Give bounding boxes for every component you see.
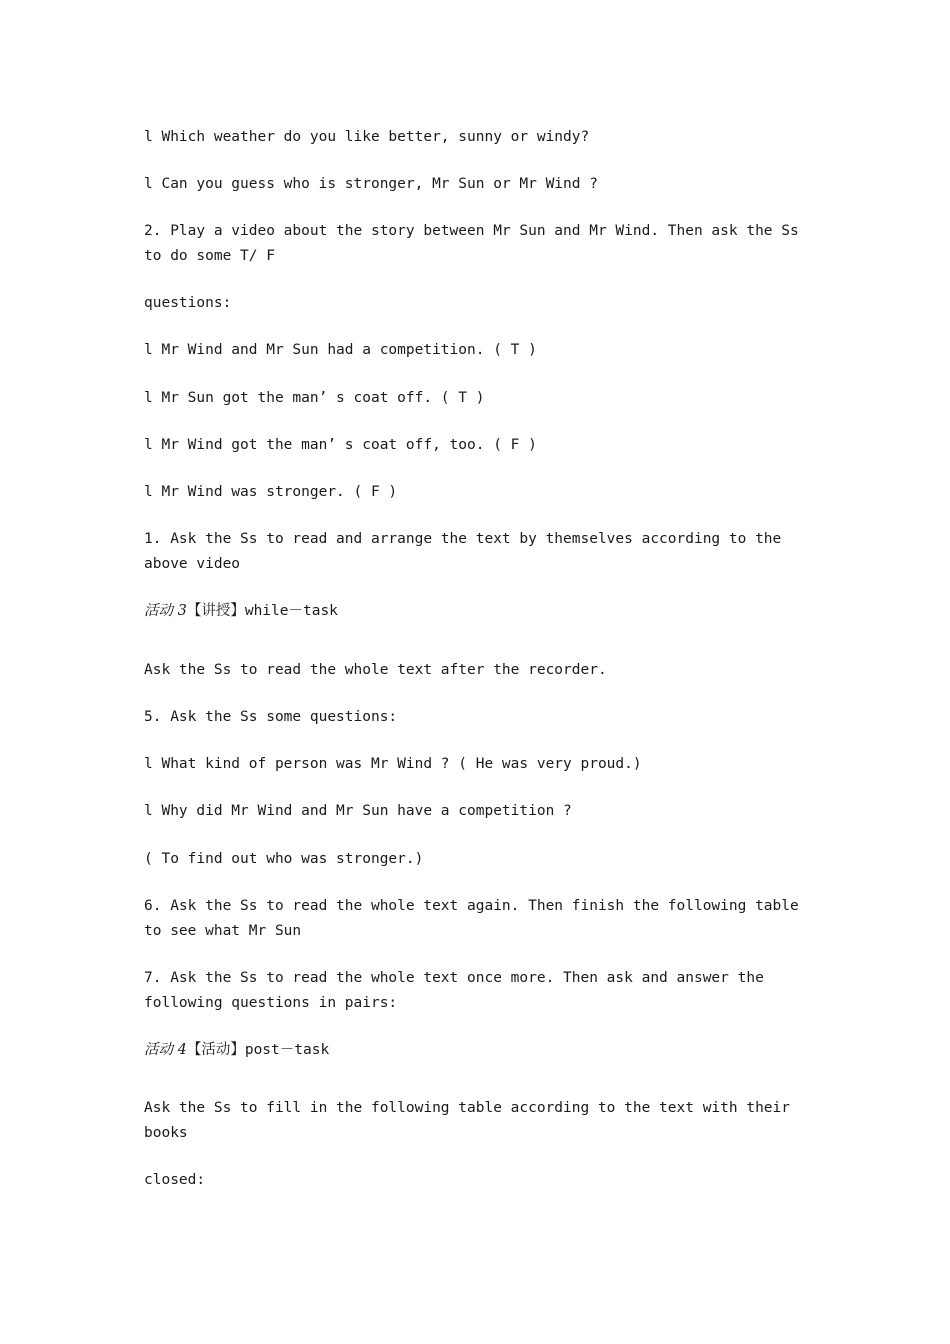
activity-4-title: post－task bbox=[244, 1042, 330, 1058]
question-kind-of-person: l What kind of person was Mr Wind ? ( He was very proud.) bbox=[144, 756, 642, 772]
answer-why-competition: ( To find out who was stronger.) bbox=[144, 851, 424, 867]
question-why-competition: l Why did Mr Wind and Mr Sun have a competition ? bbox=[144, 803, 572, 819]
questions-label: questions: bbox=[144, 295, 232, 311]
activity-3-number: 活动 3 bbox=[144, 603, 187, 619]
tf-item-1: l Mr Wind and Mr Sun had a competition. ( T ) bbox=[144, 342, 537, 358]
step-arrange-text: 1. Ask the Ss to read and arrange the text by themselves according to the above video bbox=[144, 531, 791, 572]
activity-4-number: 活动 4 bbox=[144, 1042, 187, 1058]
activity-4-heading bbox=[144, 1038, 814, 1063]
step-fill-table: Ask the Ss to fill in the following table according to the text with their books bbox=[144, 1100, 799, 1141]
step-pair-questions: 7. Ask the Ss to read the whole text once more. Then ask and answer the following questions in pairs: bbox=[144, 970, 773, 1011]
tf-item-2: l Mr Sun got the man’ s coat off. ( T ) bbox=[144, 390, 485, 406]
step-play-video: 2. Play a video about the story between Mr Sun and Mr Wind. Then ask the Ss to do some T/ F bbox=[144, 223, 808, 264]
tf-item-4: l Mr Wind was stronger. ( F ) bbox=[144, 484, 398, 500]
question-weather: l Which weather do you like better, sunny or windy? bbox=[144, 129, 590, 145]
question-stronger: l Can you guess who is stronger, Mr Sun or Mr Wind ? bbox=[144, 176, 598, 192]
step-ask-questions: 5. Ask the Ss some questions: bbox=[144, 709, 398, 725]
tf-item-3: l Mr Wind got the man’ s coat off, too. ( F ) bbox=[144, 437, 537, 453]
activity-3-type: 【讲授】 bbox=[186, 603, 245, 619]
activity-3-heading bbox=[144, 599, 814, 624]
step-read-after-recorder: Ask the Ss to read the whole text after the recorder. bbox=[144, 662, 607, 678]
activity-4-type: 【活动】 bbox=[186, 1042, 245, 1058]
activity-3-title: while－task bbox=[244, 603, 338, 619]
closed-label: closed: bbox=[144, 1172, 206, 1188]
step-finish-table: 6. Ask the Ss to read the whole text again. Then finish the following table to see what Mr Sun bbox=[144, 898, 808, 939]
